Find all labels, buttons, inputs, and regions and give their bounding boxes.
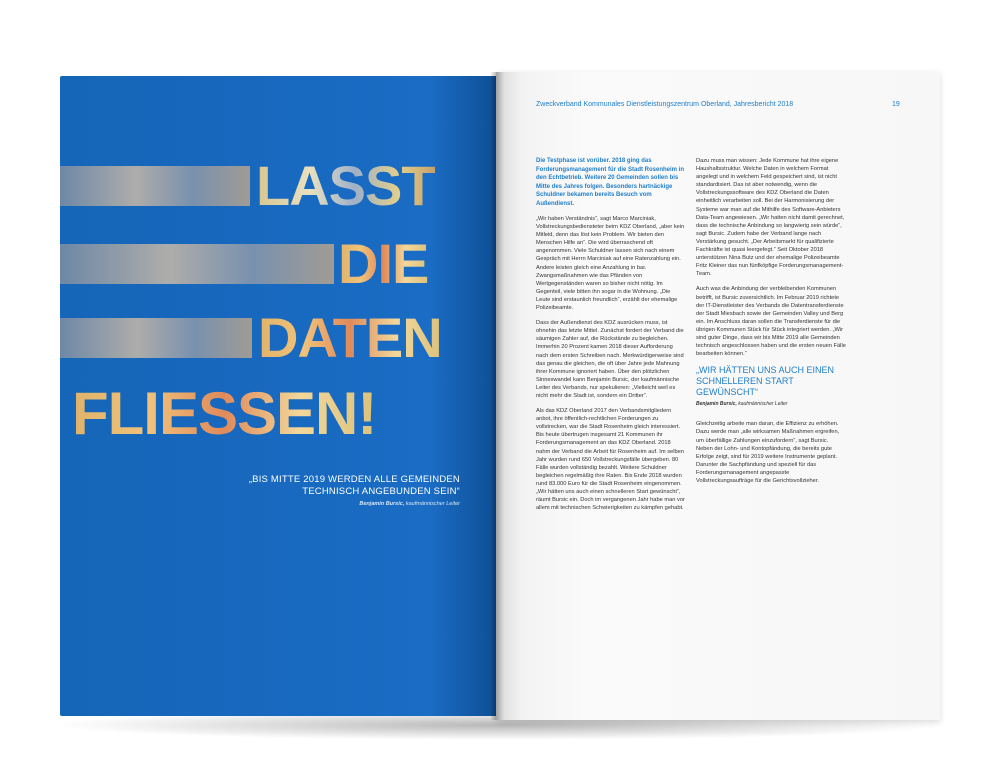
quote-role: kaufmännischer Leiter [405,501,460,507]
headline-photo-strip [60,166,250,206]
pull-quote: „WIR HÄTTEN UNS AUCH EINEN SCHNELLEREN START GEWÜNSCHT“ [696,365,835,398]
paragraph: Auch was die Anbindung der verbleibenden Kommunen betrifft, ist Bursic zuversichtlich. Im Februar 2019 richtete der IT-Dienstleister des Verbands die Datentransferdienste der Stadt Miesbach sowie der Gemeinden Valley und Berg ein. Im Anschluss daran sollen die Transferdienste für die übrigen Kommunen Stück für Stück integriert werden. „Wir sind guter Dinge, dass wir bis Mitte 2019 alle Gemeinden technisch angeschlossen haben und die ersten neuen Fälle bearbeiten können.“ [696,286,846,358]
left-page [60,76,496,716]
headline-photo-strip [60,318,252,358]
running-header: Zweckverband Kommunales Dienstleistungszentrum Oberland, Jahresbericht 2018 [536,101,794,108]
paragraph: Gleichzeitig arbeite man daran, die Effizienz zu erhöhen. Dazu werde man „alle wirksamen Maßnahmen ergreifen, um überfällige Zahlungen einzufordern“, sagt Bursic. Neben der Lohn- und Kontopfändung, die bereits gute Erfolge zeigt, sind für 2019 weitere Instrumente geplant. Darunter die Sachpfändung und speziell für das Forderungsmanagement angepasste Vollstreckungsaufträge für die Gerichtsvollzieher. [696,421,840,484]
spine-fold [490,72,504,720]
pull-role: kaufmännischer Leiter [738,401,788,408]
pull-quote-attribution [696,400,846,408]
headline-word: FLIESSEN! [72,380,377,447]
left-quote: „BIS MITTE 2019 WERDEN ALLE GEMEINDEN TECHNISCH ANGEBUNDEN SEIN“ [248,474,460,497]
paragraph: Dass der Außendienst des KDZ ausrücken muss, ist ohnehin das letzte Mittel. Zunächst fordert der Verband die säumigen Zahler auf, die Rückstände zu begleichen. Immerhin 20 Prozent kamen 2018 dieser Aufforderung nach dem ersten Schreiben nach. Merkwürdigerweise sind das genau die gleichen, die oft über Jahre jede Mahnung ihrer Kommune ignoriert haben. Über den plötzlichen Sinneswandel kann Benjamin Bursic, der kaufmännische Leiter des Verbands, nur spekulieren: „Vielleicht weil es nicht mehr die Stadt ist, sondern ein Dritter“. [536,320,684,399]
quote-author: Benjamin Bursic, [359,501,405,507]
headline-row-4 [72,380,377,447]
text-column-2 [696,157,846,492]
pull-author: Benjamin Bursic, [696,401,737,408]
right-page [496,72,940,720]
headline-row-3 [60,306,442,369]
lead-paragraph: Die Testphase ist vorüber. 2018 ging das Forderungsmanagement für die Stadt Rosenheim in den Echtbetrieb. Weitere 20 Gemeinden sollen bis Mitte des Jahres folgen. Besonders hartnäckige Schuldner bekamen bereits Besuch vom Außendienst. [536,158,685,207]
headline-row-2 [60,232,429,295]
headline-word: DIE [338,232,429,295]
headline-word: LASST [256,154,435,217]
headline-word: DATEN [258,306,442,369]
text-column-1 [536,157,686,519]
left-quote-attribution [220,501,460,507]
paragraph: Dazu muss man wissen: Jede Kommune hat ihre eigene Haushaltsstruktur. Welche Daten in welchem Format angelegt und in welchem Feld gespeichert sind, ist nicht standardisiert. Das ist aber notwendig, wenn die Vollstreckungssoftware des KDZ Oberland die Daten einheitlich verarbeiten soll. Bei der Harmonisierung der Systeme war man auf die Mithilfe des Software-Anbieters Data-Team angewiesen. „Wir hatten nicht damit gerechnet, dass die technische Anbindung so langwierig sein würde“, sagt Bursic. Zudem habe der Verband lange nach Verstärkung gesucht. „Der Arbeitsmarkt für qualifizierte Fachkräfte ist quasi leergefegt.“ Seit Oktober 2018 unterstützen Nina Butz und der ehemalige Polizeibeamte Fritz Kleiner das nun fünfköpfige Forderungsmanagement-Team. [696,158,845,278]
headline-row-1 [60,154,435,217]
paragraph: Als das KDZ Oberland 2017 den Verbandsmitgliedern anbot, ihre öffentlich-rechtlichen Forderungen zu vollstrecken, war die Stadt Rosenheim gleich interessiert. Bis heute übertrugen insgesamt 21 Kommunen ihr Forderungsmanagement an das KDZ Oberland. 2018 nahm der Verband die Arbeit für Rosenheim auf. Im selben Jahr wurden rund 650 Vollstreckungsfälle übergeben. 80 Fälle wurden vollständig bezahlt. Weitere Schuldner begleichen regelmäßig ihre Raten. Bis Ende 2018 wurden rund 83.000 Euro für die Stadt Rosenheim eingenommen. „Wir hätten uns auch einen schnelleren Start gewünscht“, räumt Bursic ein. Doch im vergangenen Jahr habe man vor allem mit technischen Schwierigkeiten zu kämpfen gehabt. [536,408,685,512]
page-number: 19 [892,101,900,108]
paragraph: „Wir haben Verständnis“, sagt Marco Marciniak, Vollstreckungsbediensteter beim KDZ Oberland, „aber kein Mitleid, denn das löst kein Problem. Wir bieten den Menschen Hilfe an“. Die wird überraschend oft angenommen. Viele Schuldner lassen sich nach einem Gespräch mit Herrn Marciniak auf eine Ratenzahlung ein. Andere leisten gleich eine Anzahlung in bar. Zwangsmaßnahmen wie das Pfänden von Wertgegenständen waren so bisher nicht nötig. Im Gegenteil, viele bitten ihn sogar in die Wohnung. „Die Leute sind erstaunlich freundlich“, erzählt der ehemalige Polizeibeamte. [536,216,685,312]
headline-photo-strip [60,244,334,284]
magazine-spread [60,72,940,720]
